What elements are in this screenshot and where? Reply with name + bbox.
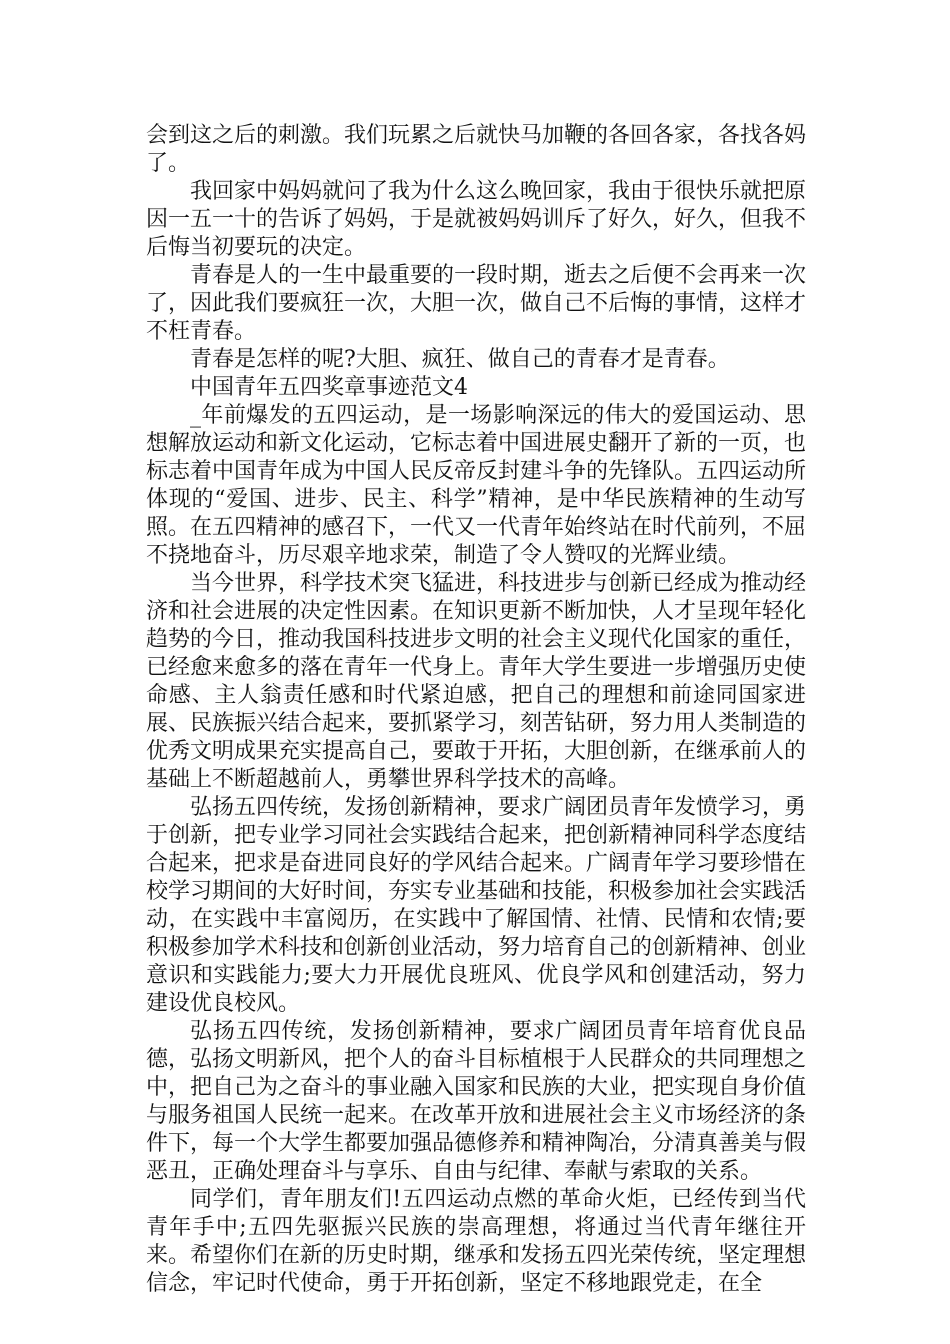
section-heading: 中国青年五四奖章事迹范文4 <box>190 375 468 400</box>
paragraph: 当今世界，科学技术突飞猛进，科技进步与创新已经成为推动经济和社会进展的决定性因素。在知识更新不断加快，人才呈现年轻化趋势的今日，推动我国科技进步文明的社会主义现代化国家的重任，已经愈来愈多的落在青年一代身上。青年大学生要进一步增强历史使命感、主人翁责任感和时代紧迫感，把自己的理想和前途同国家进展、民族振兴结合起来，要抓紧学习，刻苦钻研，努力用人类制造的优秀文明成果充实提高自己，要敢于开拓，大胆创新，在继承前人的基础上不断超越前人，勇攀世界科学技术的高峰。 <box>146 571 807 792</box>
paragraph: 青春是怎样的呢?大胆、疯狂、做自己的青春才是青春。 <box>190 347 730 372</box>
paragraph-continuation: 会到这之后的刺激。我们玩累之后就快马加鞭的各回各家，各找各妈了。 <box>146 123 807 176</box>
paragraph: 同学们，青年朋友们!五四运动点燃的革命火炬，已经传到当代青年手中;五四先驱振兴民族的崇高理想，将通过当代青年继往开来。希望你们在新的历史时期，继承和发扬五四光荣传统，坚定理想信念，牢记时代使命，勇于开拓创新，坚定不移地跟党走，在全 <box>146 1187 807 1296</box>
paragraph: 弘扬五四传统，发扬创新精神，要求广阔团员青年发愤学习，勇于创新，把专业学习同社会实践结合起来，把创新精神同科学态度结合起来，把求是奋进同良好的学风结合起来。广阔青年学习要珍惜在校学习期间的大好时间，夯实专业基础和技能，积极参加社会实践活动，在实践中丰富阅历，在实践中了解国情、社情、民情和农情;要积极参加学术科技和创新创业活动，努力培育自己的创新精神、创业意识和实践能力;要大力开展优良班风、优良学风和创建活动，努力建设优良校风。 <box>146 795 807 1016</box>
paragraph: 青春是人的一生中最重要的一段时期，逝去之后便不会再来一次了，因此我们要疯狂一次，大胆一次，做自己不后悔的事情，这样才不枉青春。 <box>146 263 807 344</box>
document-body <box>146 122 806 1298</box>
paragraph: 弘扬五四传统，发扬创新精神，要求广阔团员青年培育优良品德，弘扬文明新风，把个人的奋斗目标植根于人民群众的共同理想之中，把自己为之奋斗的事业融入国家和民族的大业，把实现自身价值与服务祖国人民统一起来。在改革开放和进展社会主义市场经济的条件下，每一个大学生都要加强品德修养和精神陶冶，分清真善美与假恶丑，正确处理奋斗与享乐、自由与纪律、奉献与索取的关系。 <box>146 1019 807 1184</box>
paragraph: _年前爆发的五四运动，是一场影响深远的伟大的爱国运动、思想解放运动和新文化运动，它标志着中国进展史翻开了新的一页，也标志着中国青年成为中国人民反帝反封建斗争的先锋队。五四运动所体现的“爱国、进步、民主、科学”精神，是中华民族精神的生动写照。在五四精神的感召下，一代又一代青年始终站在时代前列，不屈不挠地奋斗，历尽艰辛地求荣，制造了令人赞叹的光辉业绩。 <box>146 403 807 568</box>
paragraph: 我回家中妈妈就问了我为什么这么晚回家，我由于很快乐就把原因一五一十的告诉了妈妈，于是就被妈妈训斥了好久，好久，但我不后悔当初要玩的决定。 <box>146 179 807 260</box>
